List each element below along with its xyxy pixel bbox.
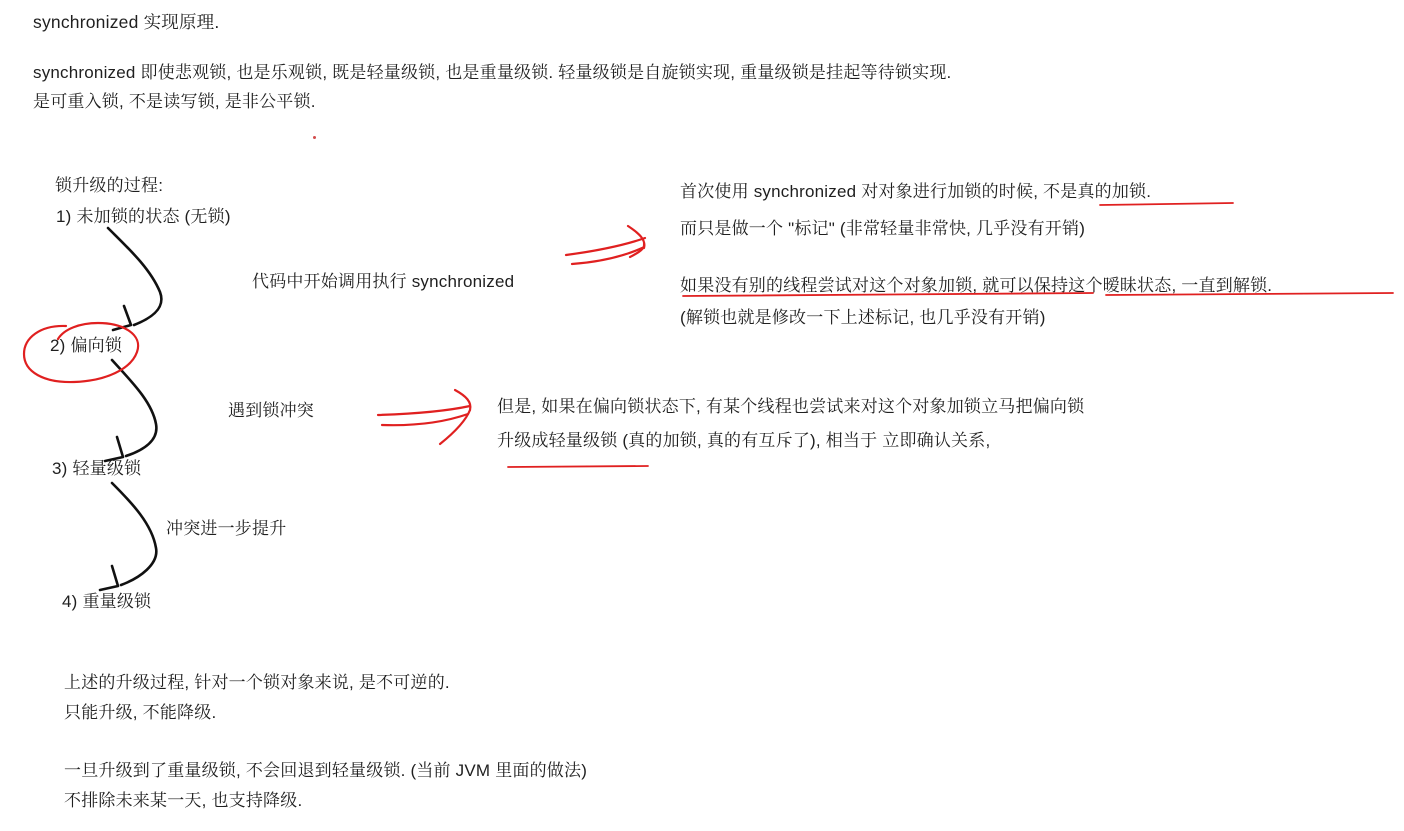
intro-line-2: 是可重入锁, 不是读写锁, 是非公平锁.: [33, 92, 316, 111]
red-underline-4: [508, 466, 648, 467]
red-arrow-to-note-3: [378, 390, 470, 444]
upgrade-step-4: 4) 重量级锁: [62, 592, 152, 611]
upgrade-step-1: 1) 未加锁的状态 (无锁): [56, 207, 231, 226]
transition-label-1: 代码中开始调用执行 synchronized: [252, 272, 515, 291]
red-underline-group: [508, 203, 1393, 467]
transition-label-3: 冲突进一步提升: [166, 519, 287, 538]
note-block2-line2: (解锁也就是修改一下上述标记, 也几乎没有开销): [680, 308, 1046, 327]
note-block2-line1: 如果没有别的线程尝试对这个对象加锁, 就可以保持这个暧昧状态, 一直到解锁.: [680, 276, 1273, 295]
bottom-note-line-2: 只能升级, 不能降级.: [64, 703, 217, 722]
transition-label-2: 遇到锁冲突: [228, 401, 314, 420]
note-block1-line2: 而只是做一个 "标记" (非常轻量非常快, 几乎没有开销): [680, 219, 1086, 238]
upgrade-heading: 锁升级的过程:: [55, 176, 164, 195]
bottom-note-line-3: 一旦升级到了重量级锁, 不会回退到轻量级锁. (当前 JVM 里面的做法): [64, 761, 588, 780]
note-block1-line1: 首次使用 synchronized 对对象进行加锁的时候, 不是真的加锁.: [680, 182, 1152, 201]
note-block3-line1: 但是, 如果在偏向锁状态下, 有某个线程也尝试来对这个对象加锁立马把偏向锁: [497, 397, 1085, 416]
intro-line-1: synchronized 即使悲观锁, 也是乐观锁, 既是轻量级锁, 也是重量级锁. 轻量级锁是自旋锁实现, 重量级锁是挂起等待锁实现.: [33, 63, 952, 82]
red-arrow-to-note-1: [566, 226, 645, 264]
chain-arrow-2: [105, 360, 156, 461]
chain-arrow-3: [100, 483, 156, 590]
upgrade-step-3: 3) 轻量级锁: [52, 459, 142, 478]
page-title: synchronized 实现原理.: [33, 12, 220, 32]
bottom-note-line-1: 上述的升级过程, 针对一个锁对象来说, 是不可逆的.: [64, 673, 450, 692]
note-block3-line2: 升级成轻量级锁 (真的加锁, 真的有互斥了), 相当于 立即确认关系,: [497, 431, 991, 450]
bottom-note-line-4: 不排除未来某一天, 也支持降级.: [64, 791, 303, 810]
stray-dot-mark: [313, 136, 316, 139]
chain-arrow-1: [108, 228, 161, 330]
upgrade-step-2: 2) 偏向锁: [50, 336, 123, 355]
